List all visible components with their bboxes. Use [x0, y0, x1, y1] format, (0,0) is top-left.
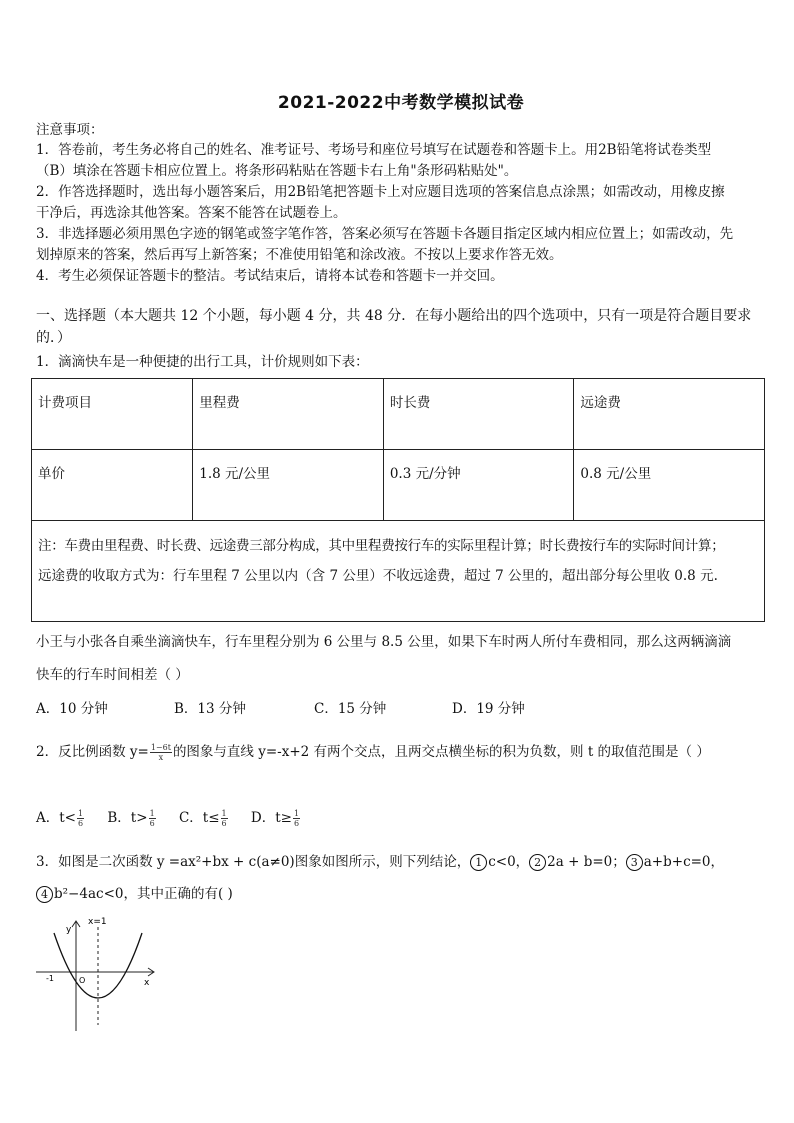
notice-line-1: 1．答卷前，考生务必将自己的姓名、准考证号、考场号和座位号填写在试题卷和答题卡上。用2B铅笔将试卷类型 [36, 142, 712, 158]
option-label: B．t> [107, 810, 148, 826]
question-3-stem-a: 3．如图是二次函数 y =ax²+bx + c(a≠0)图象如图所示，则下列结论， [36, 854, 471, 870]
table-cell: 0.8 元/公里 [574, 450, 765, 521]
conclusion-2: 2a + b=0； [547, 854, 626, 870]
question-3-stem [36, 852, 724, 872]
option-label: C．t≤ [178, 810, 220, 826]
fraction-denominator: 6 [221, 819, 227, 828]
fraction-denominator: 6 [78, 819, 84, 828]
fraction-numerator: 1 [149, 809, 155, 818]
table-cell: 1.8 元/公里 [193, 450, 384, 521]
conclusion-4: b²−4ac<0，其中正确的有( ) [54, 886, 233, 902]
option-d [251, 806, 301, 828]
question-2-stem [36, 742, 710, 762]
notice-heading: 注意事项： [36, 122, 104, 138]
notice-line-6: 划掉原来的答案，然后再写上新答案；不准使用铅笔和涂改液。不按以上要求作答无效。 [36, 247, 563, 263]
option-b: B．13 分钟 [174, 701, 246, 717]
notice-line-4: 干净后，再选涂其他答案。答案不能答在试题卷上。 [36, 205, 347, 221]
fraction [149, 809, 156, 828]
table-note-line-1: 注：车费由里程费、时长费、远途费三部分构成，其中里程费按行车的实际里程计算；时长费按行车的实际时间计算； [38, 538, 725, 554]
option-a [36, 806, 85, 828]
fraction-numerator: 1 [78, 809, 84, 818]
page-title: 2021-2022中考数学模拟试卷 [277, 93, 525, 113]
notice-line-7: 4．考生必须保证答题卡的整洁。考试结束后，请将本试卷和答题卡一并交回。 [36, 268, 504, 284]
option-label: A．t< [36, 810, 76, 826]
parabola-graph [36, 913, 166, 1033]
circled-number-4: 4 [36, 886, 53, 903]
question-2-stem-b: 的图象与直线 y=-x+2 有两个交点，且两交点横坐标的积为负数，则 t 的取值范围是（ ） [172, 744, 710, 760]
table-header-cell: 时长费 [383, 379, 574, 450]
symmetry-axis-label: x=1 [88, 917, 107, 927]
table-note-line-2: 远途费的收取方式为：行车里程 7 公里以内（含 7 公里）不收远途费，超过 7 公里的，超出部分每公里收 0.8 元. [38, 568, 718, 584]
table-header-cell: 计费项目 [32, 379, 193, 450]
table-header-cell: 里程费 [193, 379, 384, 450]
origin-label: O [79, 976, 86, 985]
y-axis-label: y [66, 925, 72, 935]
circled-number-1: 1 [470, 854, 487, 871]
table-header-cell: 远途费 [574, 379, 765, 450]
question-2-stem-a: 2．反比例函数 y= [36, 744, 149, 760]
neg-one-label: -1 [46, 974, 54, 983]
table-cell: 单价 [32, 450, 193, 521]
conclusion-1: c<0， [488, 854, 530, 870]
notice-line-5: 3．非选择题必须用黑色字迹的钢笔或签字笔作答，答案必须写在答题卡各题目指定区域内相应位置上；如需改动，先 [36, 226, 734, 242]
x-axis-label: x [144, 978, 150, 988]
option-label: D．t≥ [250, 810, 292, 826]
fraction-denominator: 6 [149, 819, 155, 828]
table-row [32, 379, 765, 450]
question-2-options [36, 806, 319, 828]
fee-table [31, 378, 765, 622]
table-row [32, 521, 765, 622]
option-a: A．10 分钟 [36, 701, 108, 717]
notice-line-2: （B）填涂在答题卡相应位置上。将条形码粘贴在答题卡右上角"条形码粘贴处"。 [36, 163, 518, 179]
option-c [179, 806, 229, 828]
option-d: D．19 分钟 [452, 701, 525, 717]
fraction [77, 809, 84, 828]
question-1-stem: 1．滴滴快车是一种便捷的出行工具，计价规则如下表： [36, 354, 369, 370]
question-1-options [36, 697, 525, 717]
table-note-cell [32, 521, 765, 622]
fraction [150, 743, 172, 762]
conclusion-3: a+b+c=0， [643, 854, 725, 870]
fraction [221, 809, 228, 828]
fraction-numerator: 1 [293, 809, 300, 818]
fraction-numerator: 1−6t [150, 743, 171, 752]
table-cell: 0.3 元/分钟 [383, 450, 574, 521]
circled-number-3: 3 [626, 854, 643, 871]
fraction-numerator: 1 [221, 809, 227, 818]
fraction-denominator: x [158, 753, 164, 762]
fraction [293, 809, 300, 828]
table-row [32, 450, 765, 521]
question-3-stem-cont [36, 884, 233, 904]
question-1-text-cont: 快车的行车时间相差（ ） [36, 667, 189, 683]
section-heading-cont: 的．） [36, 330, 71, 346]
fraction-denominator: 6 [293, 819, 300, 828]
option-c: C．15 分钟 [314, 701, 387, 717]
notice-line-3: 2．作答选择题时，选出每小题答案后，用2B铅笔把答题卡上对应题目选项的答案信息点涂黑；如需改动，用橡皮擦 [36, 184, 725, 200]
circled-number-2: 2 [529, 854, 546, 871]
option-b [107, 806, 156, 828]
question-1-text: 小王与小张各自乘坐滴滴快车，行车里程分别为 6 公里与 8.5 公里，如果下车时两人所付车费相同，那么这两辆滴滴 [36, 634, 732, 650]
section-heading: 一、选择题（本大题共 12 个小题，每小题 4 分，共 48 分．在每小题给出的四个选项中，只有一项是符合题目要求 [36, 308, 752, 324]
